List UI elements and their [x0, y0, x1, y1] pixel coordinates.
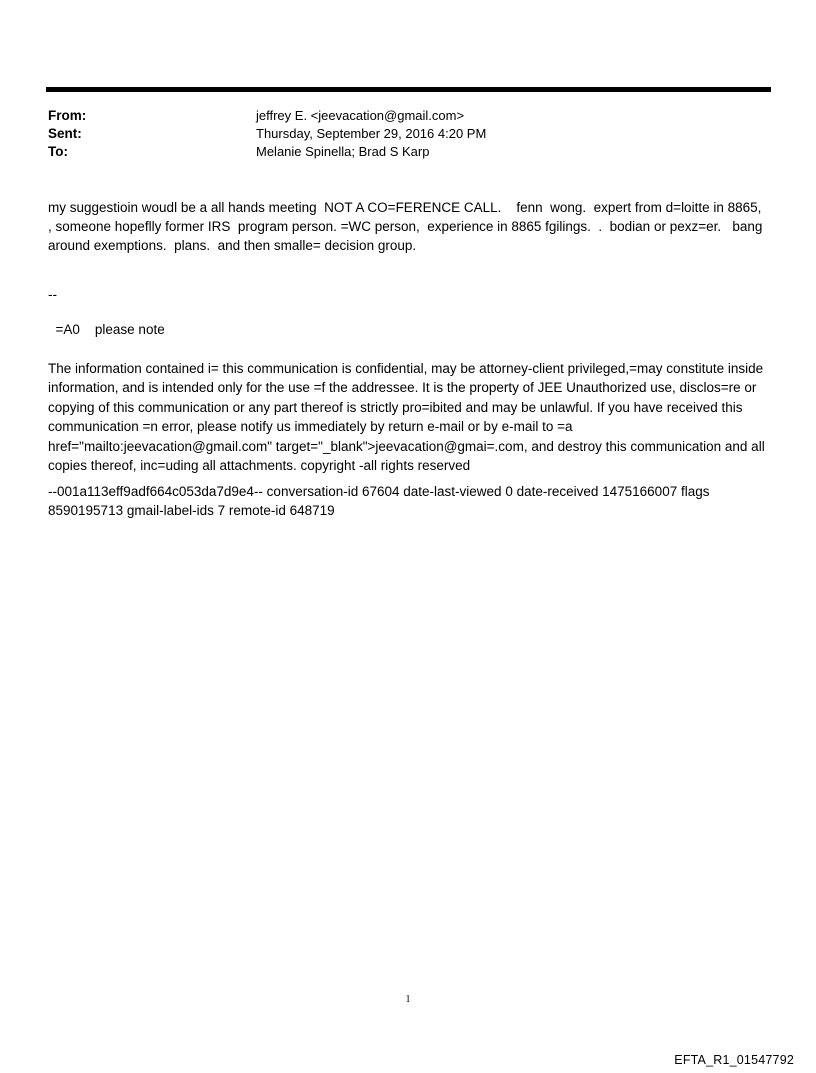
sent-row [48, 125, 768, 143]
disclaimer-text: The information contained i= this communication is confidential, may be attorney-client privileged,=may constitute inside information, and is intended only for the use =f the addressee. It is the property of JEE Unauthorized use, disclos=re or copying of this communication or any part thereof is strictly pro=ibited and may be unlawful. If you have received this communication =n error, please notify us immediately by return e-mail or by e-mail to =a href="mailto:jeevacation@gmail.com" target="_blank">jeevacation@gmai=.com, and destroy this communication and all copies thereof, inc=uding all attachments. copyright -all rights reserved [48, 361, 769, 474]
message-text: my suggestioin woudl be a all hands meeting NOT A CO=FERENCE CALL. fenn wong. expert from d=loitte in 8865, , someone hopeflly former IRS program person. =WC person, experience in 8865 fgilings. . bodian or pexz=er. bang around exemptions. plans. and then smalle= decision group. [48, 200, 769, 253]
sent-label: Sent: [48, 126, 82, 141]
message-metadata [48, 482, 770, 521]
document-id: EFTA_R1_01547792 [674, 1053, 794, 1067]
confidentiality-disclaimer [48, 359, 770, 475]
sent-value: Thursday, September 29, 2016 4:20 PM [256, 126, 487, 141]
to-value: Melanie Spinella; Brad S Karp [256, 144, 430, 159]
metadata-text: --001a113eff9adf664c053da7d9e4-- conversation-id 67604 date-last-viewed 0 date-received 1475166007 flags 8590195713 gmail-label-ids 7 remote-id 648719 [48, 484, 714, 519]
signature-separator: -- [48, 287, 57, 302]
to-row [48, 143, 768, 161]
header-divider [46, 87, 771, 92]
please-note-line: =A0 please note [48, 322, 165, 337]
to-label: To: [48, 144, 68, 159]
from-value: jeffrey E. <jeevacation@gmail.com> [256, 108, 465, 123]
page-number: 1 [405, 994, 411, 1005]
message-body [48, 198, 770, 255]
from-row [48, 107, 768, 125]
from-label: From: [48, 108, 87, 123]
email-header [48, 107, 768, 161]
